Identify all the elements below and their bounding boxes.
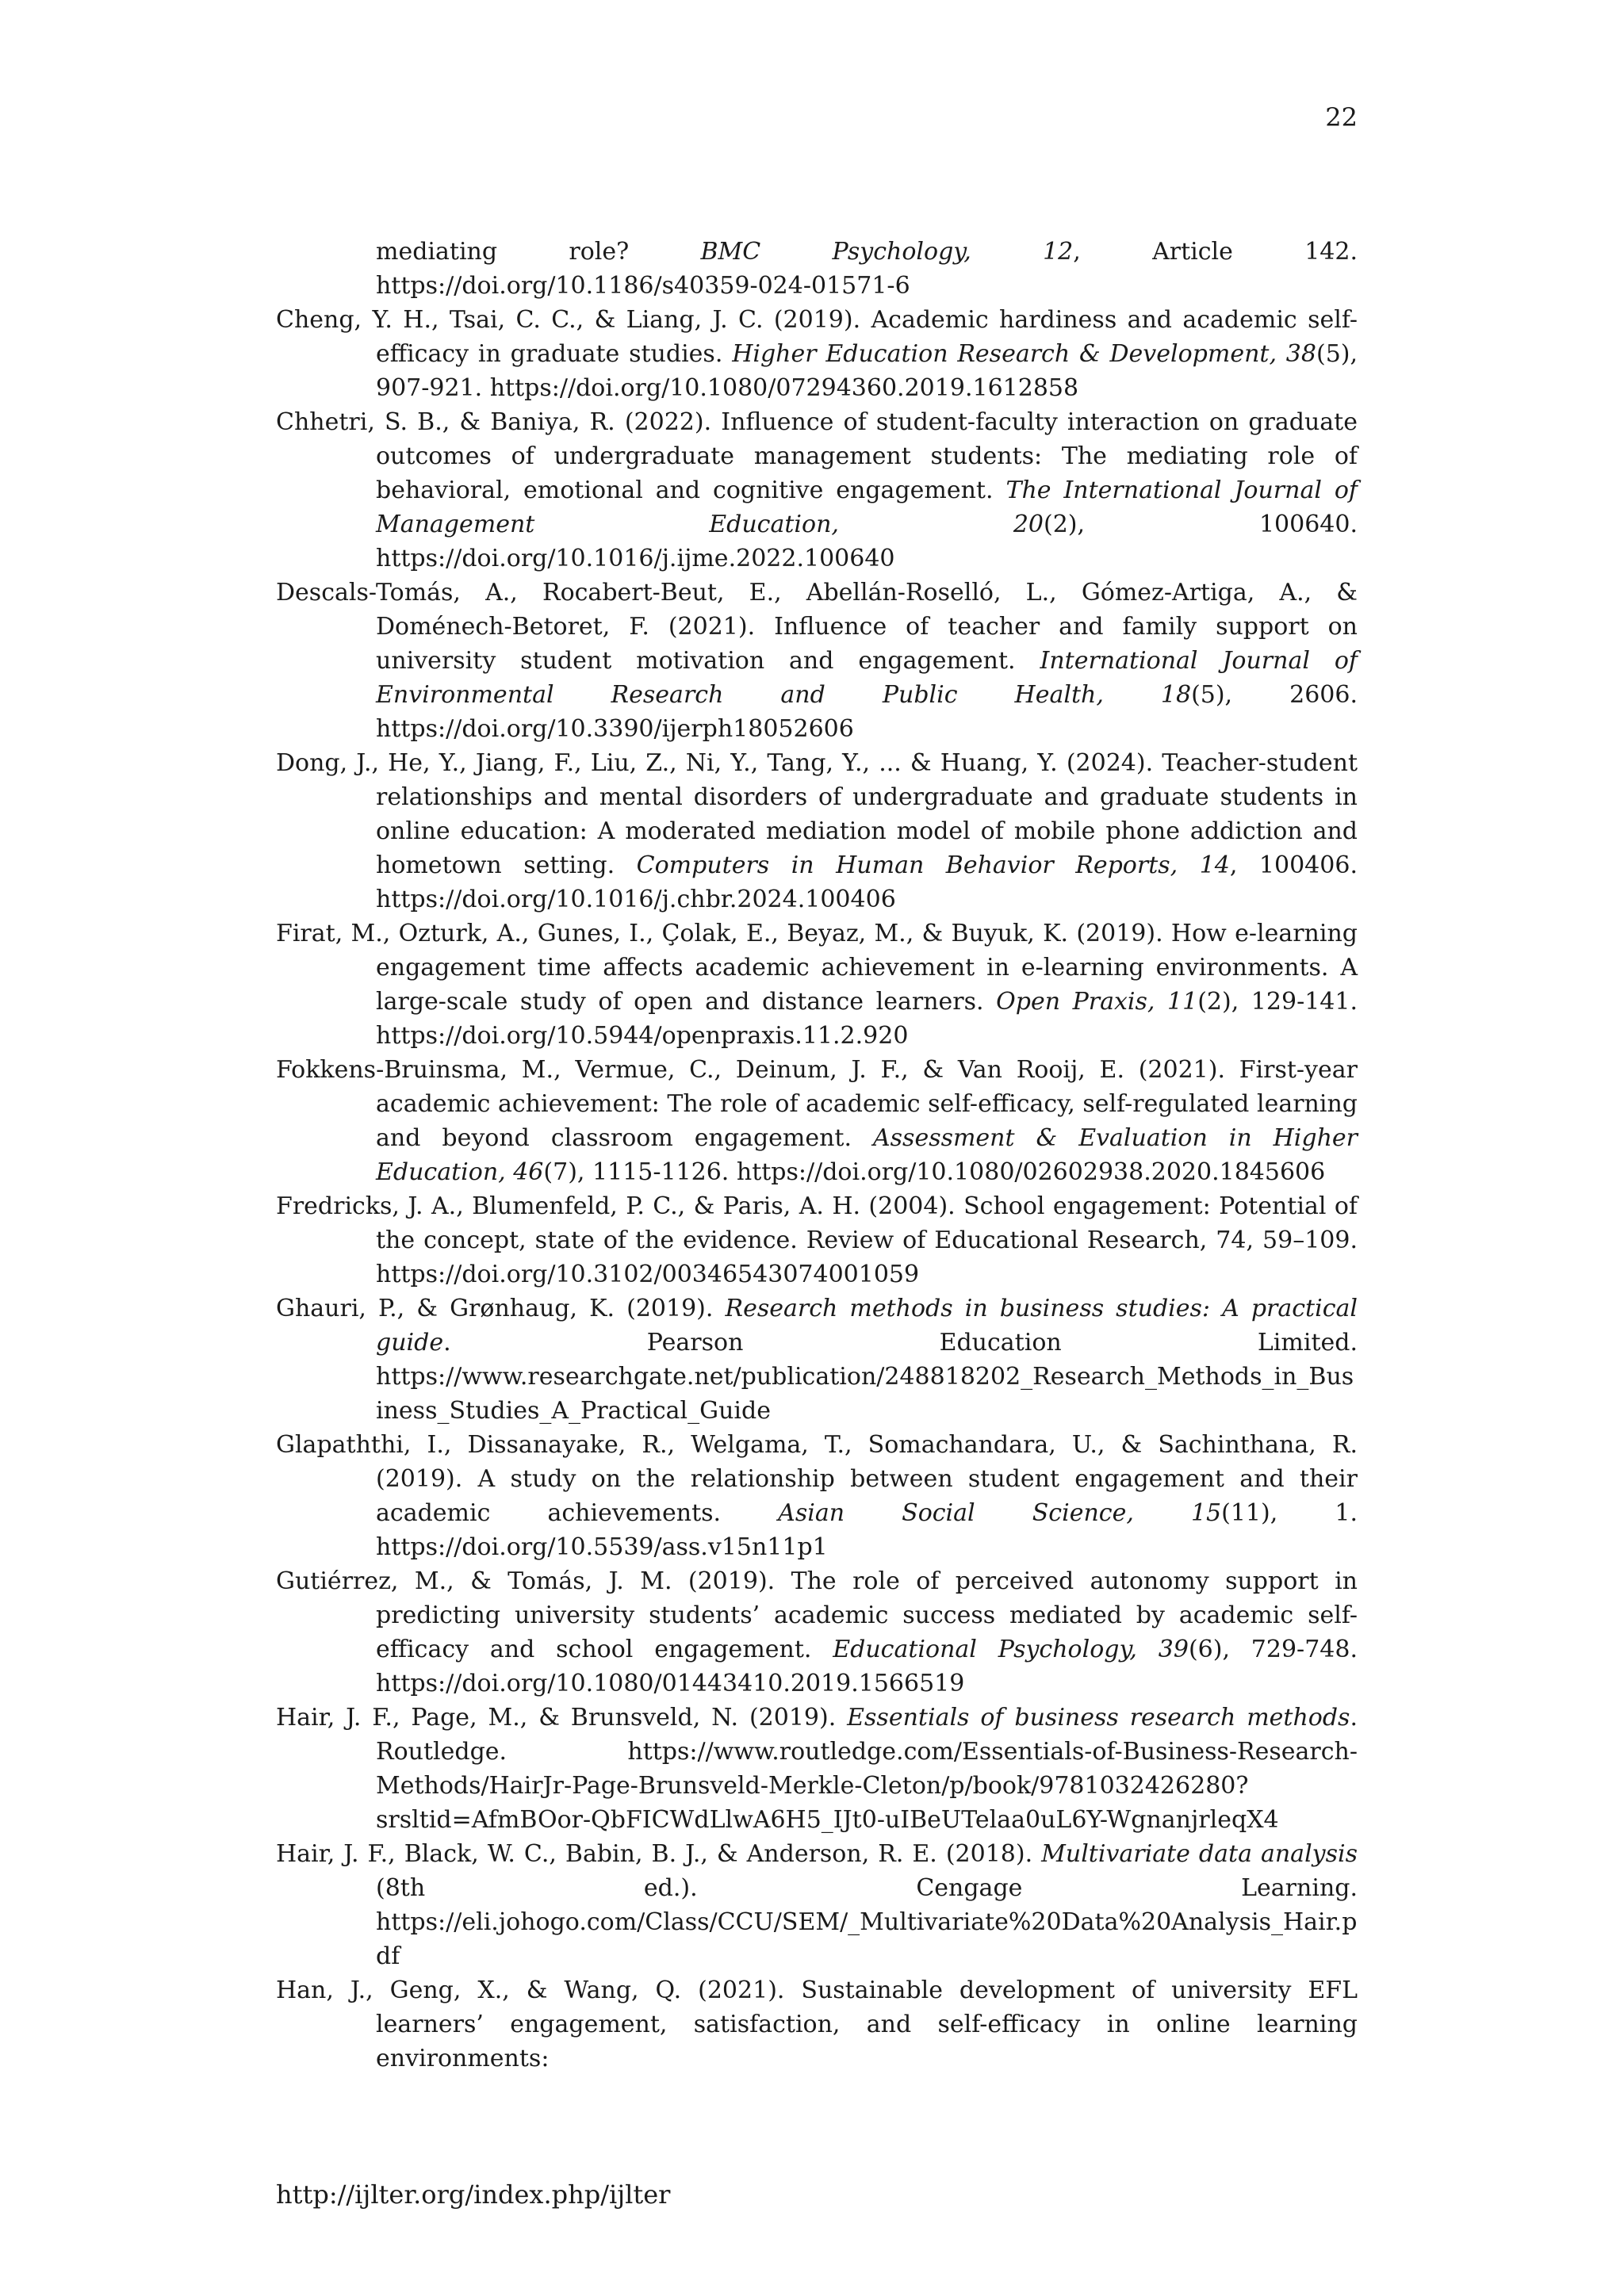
- reference-entry: [276, 405, 1358, 576]
- reference-text: mediating role?: [376, 238, 701, 266]
- reference-text: , 100406. https://doi.org/10.1016/j.chbr.2024.100406: [376, 851, 1358, 913]
- reference-text: Cheng, Y. H., Tsai, C. C., & Liang, J. C. (2019). Academic hardiness and academic self-efficacy in graduate studies.: [276, 306, 1358, 368]
- reference-entry: [276, 235, 1358, 303]
- reference-italic-text: Computers in Human Behavior Reports, 14: [636, 851, 1230, 879]
- reference-text: (11), 1. https://doi.org/10.5539/ass.v15n11p1: [376, 1499, 1358, 1561]
- reference-italic-text: Research methods in business studies: A practical guide: [376, 1295, 1358, 1357]
- reference-italic-text: BMC Psychology, 12: [700, 238, 1074, 266]
- reference-text: Han, J., Geng, X., & Wang, Q. (2021). Sustainable development of university EFL learners’ engagement, satisfaction, and self-efficacy in online learning environments:: [276, 1976, 1358, 2072]
- reference-text: Chhetri, S. B., & Baniya, R. (2022). Influence of student-faculty interaction on graduate outcomes of undergraduate management students: The mediating role of behavioral, emotional and cognitive engagement.: [276, 408, 1358, 504]
- reference-text: . Pearson Education Limited. https://www.researchgate.net/publication/248818202_Research_Methods_in_Business_Studies_A_Practical_Guide: [376, 1329, 1358, 1425]
- reference-text: Dong, J., He, Y., Jiang, F., Liu, Z., Ni, Y., Tang, Y., ... & Huang, Y. (2024). Teacher-student relationships and mental disorders of undergraduate and graduate students in online education: A moderated mediation model of mobile phone addiction and hometown setting.: [276, 749, 1358, 879]
- reference-text: Fredricks, J. A., Blumenfeld, P. C., & Paris, A. H. (2004). School engagement: Potential of the concept, state of the evidence. Review of Educational Research, 74, 59–109. https://doi.org/10.3102/00346543074001059: [276, 1192, 1358, 1288]
- reference-entry: [276, 1292, 1358, 1428]
- reference-entry: [276, 1428, 1358, 1564]
- reference-text: (7), 1115-1126. https://doi.org/10.1080/02602938.2020.1845606: [543, 1158, 1326, 1186]
- reference-entry: [276, 1701, 1358, 1837]
- reference-entry: [276, 916, 1358, 1053]
- reference-italic-text: Asian Social Science, 15: [778, 1499, 1222, 1527]
- reference-text: Gutiérrez, M., & Tomás, J. M. (2019). The role of perceived autonomy support in predicting university students’ academic success mediated by academic self-efficacy and school engagement.: [276, 1567, 1358, 1663]
- reference-text: (5), 2606. https://doi.org/10.3390/ijerph18052606: [376, 681, 1358, 743]
- reference-text: Firat, M., Ozturk, A., Gunes, I., Çolak, E., Beyaz, M., & Buyuk, K. (2019). How e-learning engagement time affects academic achievement in e-learning environments. A large-scale study of open and distance learners.: [276, 920, 1358, 1016]
- reference-text: (5), 907-921. https://doi.org/10.1080/07294360.2019.1612858: [376, 340, 1358, 402]
- reference-text: Fokkens-Bruinsma, M., Vermue, C., Deinum, J. F., & Van Rooij, E. (2021). First-year academic achievement: The role of academic self-efficacy, self-regulated learning and beyond classroom engagement.: [276, 1056, 1358, 1152]
- reference-entry: [276, 1837, 1358, 1973]
- reference-entry: [276, 1189, 1358, 1292]
- reference-entry: [276, 1973, 1358, 2076]
- reference-entry: [276, 746, 1358, 916]
- reference-text: (8th ed.). Cengage Learning. https://eli.johogo.com/Class/CCU/SEM/_Multivariate%20Data%20Analysis_Hair.pdf: [376, 1874, 1358, 1970]
- reference-text: Hair, J. F., Black, W. C., Babin, B. J., & Anderson, R. E. (2018).: [276, 1840, 1042, 1868]
- reference-italic-text: Multivariate data analysis: [1041, 1840, 1358, 1868]
- reference-italic-text: Assessment & Evaluation in Higher Education, 46: [376, 1124, 1358, 1186]
- reference-italic-text: Higher Education Research & Development, 38: [732, 340, 1316, 368]
- reference-entry: [276, 1564, 1358, 1701]
- reference-text: Ghauri, P., & Grønhaug, K. (2019).: [276, 1295, 726, 1322]
- reference-text: , Article 142. https://doi.org/10.1186/s40359-024-01571-6: [376, 238, 1358, 300]
- reference-italic-text: International Journal of Environmental Research and Public Health, 18: [376, 647, 1358, 709]
- reference-text: (2), 129-141. https://doi.org/10.5944/openpraxis.11.2.920: [376, 988, 1358, 1050]
- reference-list: [276, 235, 1358, 2076]
- reference-italic-text: The International Journal of Management Education, 20: [376, 476, 1358, 538]
- reference-text: (6), 729-748. https://doi.org/10.1080/01443410.2019.1566519: [376, 1636, 1358, 1697]
- reference-text: Descals-Tomás, A., Rocabert-Beut, E., Abellán-Roselló, L., Gómez-Artiga, A., & Doménech-Betoret, F. (2021). Influence of teacher and family support on university student motivation and engagement.: [276, 579, 1358, 675]
- page-number: 22: [1325, 102, 1358, 132]
- reference-italic-text: Open Praxis, 11: [996, 988, 1198, 1016]
- reference-text: Hair, J. F., Page, M., & Brunsveld, N. (2019).: [276, 1704, 848, 1732]
- reference-italic-text: Essentials of business research methods: [847, 1704, 1350, 1732]
- reference-entry: [276, 303, 1358, 405]
- reference-entry: [276, 576, 1358, 746]
- reference-text: Glapaththi, I., Dissanayake, R., Welgama, T., Somachandara, U., & Sachinthana, R. (2019). A study on the relationship between student engagement and their academic achievements.: [276, 1431, 1358, 1527]
- reference-italic-text: Educational Psychology, 39: [833, 1636, 1189, 1663]
- reference-text: (2), 100640. https://doi.org/10.1016/j.ijme.2022.100640: [376, 511, 1358, 572]
- reference-entry: [276, 1053, 1358, 1189]
- footer-url: http://ijlter.org/index.php/ijlter: [276, 2179, 671, 2210]
- reference-text: . Routledge. https://www.routledge.com/Essentials-of-Business-Research-Methods/HairJr-Page-Brunsveld-Merkle-Cleton/p/book/9781032426280?srsltid=AfmBOor-QbFICWdLlwA6H5_IJt0-uIBeUTelaa0uL6Y-WgnanjrleqX4: [376, 1704, 1358, 1834]
